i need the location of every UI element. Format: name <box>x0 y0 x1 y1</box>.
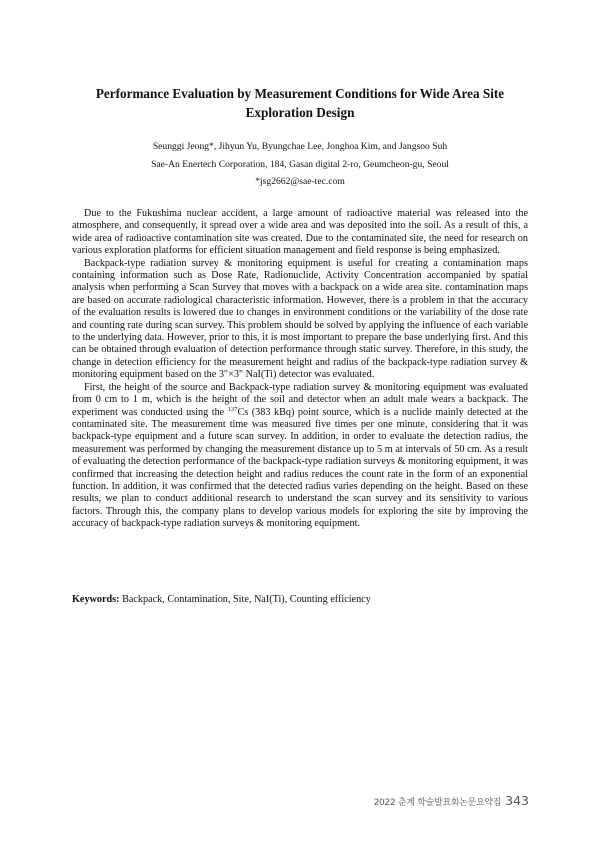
abstract-paragraph-2: Backpack-type radiation survey & monitoring equipment is useful for creating a contamination maps containing information such as Dose Rate, Radionuclide, Activity Concentration accompanied by spatial analysis when performing a Scan Survey that moves with a backpack on a wide area site. contamination maps are based on accurate radiological characteristic information. However, there is a problem in that the accuracy of the evaluation results is lowered due to changes in environment conditions or the variability of the dose rate and counting rate during scan survey. This problem should be solved by applying the influence of each variable to the underlying data. However, prior to this, it is most important to prepare the base underlying first. And this can be obtained through evaluation of detection performance through static survey. Therefore, in this study, the change in detection efficiency for the measurement height and radius of the backpack-type radiation survey & monitoring equipment based on the 3"×3" NaI(Ti) detector was evaluated. <box>72 257 528 381</box>
keywords-label: Keywords: <box>72 594 120 605</box>
abstract-paragraph-3-part-b: Cs (383 kBq) point source, which is a nuclide mainly detected at the contaminated site. The measurement time was measured five times per one minute, considering that it was backpack-type equipment and a future scan survey. In addition, in order to evaluate the detection radius, the measurement was performed by changing the measurement distance up to 5 m at intervals of 50 cm. As a result of evaluating the detection performance of the backpack-type radiation surveys & monitoring equipment, it was confirmed that increasing the detection height and radius reduces the count rate in the form of an exponential function. In addition, it was confirmed that the detected radius varies depending on the height. Based on these results, we plan to conduct additional research to understand the scan survey and its sensitivity to various factors. Through this, the company plans to develop various models for exploring the site by improving the accuracy of backpack-type radiation surveys & monitoring equipment. <box>72 406 528 530</box>
affiliation: Sae-An Enertech Corporation, 184, Gasan digital 2-ro, Geumcheon-gu, Seoul <box>151 159 449 170</box>
keywords-line <box>72 593 528 606</box>
proceedings-name: 2022 춘계 학술발표회논문요약집 <box>373 798 502 808</box>
author-list: Seunggi Jeong*, Jihyun Yu, Byungchae Lee, Jonghoa Kim, and Jangsoo Suh <box>152 141 448 152</box>
contact-email: *jsg2662@sae-tec.com <box>255 176 345 187</box>
abstract-paragraph-3 <box>72 382 528 531</box>
keywords-text: Backpack, Contamination, Site, NaI(Ti), Counting efficiency <box>119 594 371 605</box>
abstract-body <box>72 208 528 531</box>
paper-title: Performance Evaluation by Measurement Conditions for Wide Area Site Exploration Design <box>95 86 505 120</box>
isotope-mass-number: 137 <box>227 405 238 413</box>
abstract-paragraph-1: Due to the Fukushima nuclear accident, a large amount of radioactive material was released into the atmosphere, and consequently, it spread over a wide area and was deposited into the soil. As a result of this, a wide area of radioactive contamination site was created. Due to the contaminated site, the need for research on various exploration platforms for efficient situation management and field response is being emphasized. <box>72 208 528 257</box>
page-number: 343 <box>505 793 529 808</box>
page-footer <box>374 790 529 809</box>
abstract-paragraph-3-part-a: First, the height of the source and Backpack-type radiation survey & monitoring equipment was evaluated from 0 cm to 1 m, which is the height of the soil and detector when an adult male wears a backpack. The experiment was conducted using the <box>72 381 528 418</box>
